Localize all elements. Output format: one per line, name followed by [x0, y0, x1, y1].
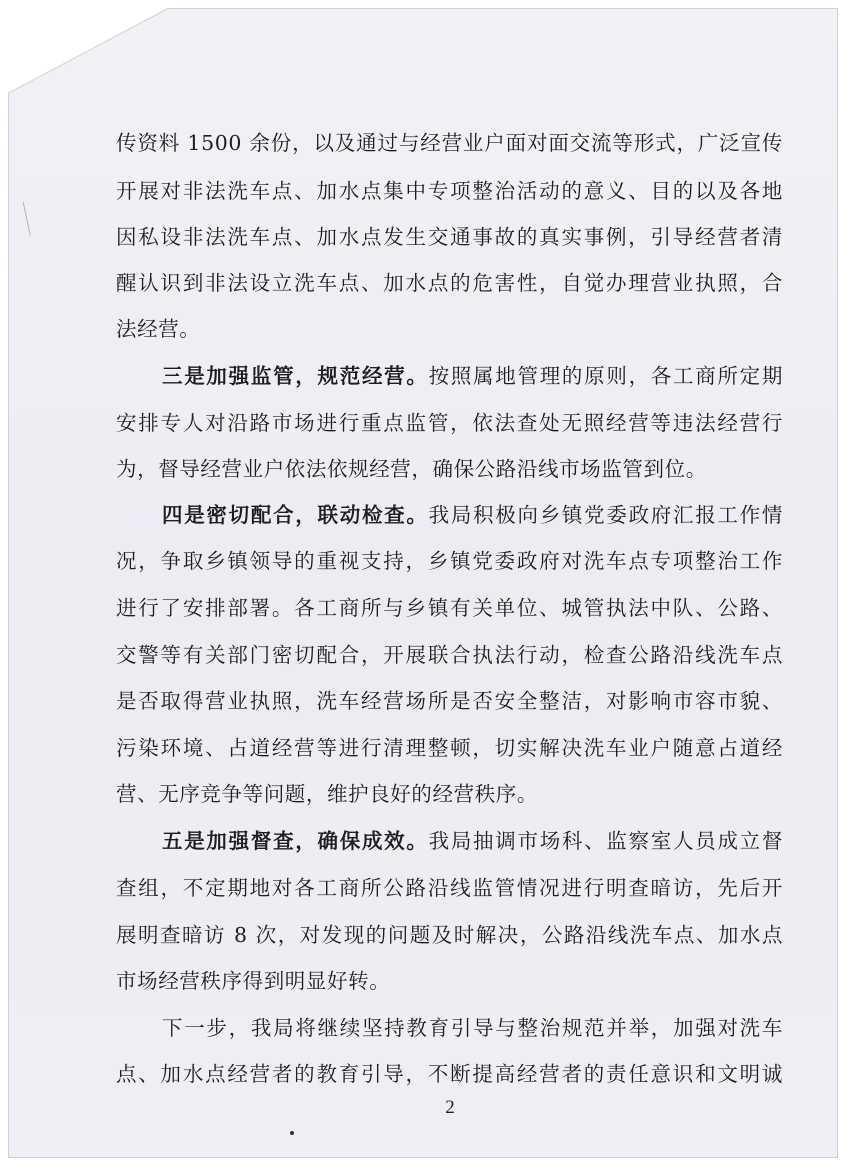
text-line: 安排专人对沿路市场进行重点监管，依法查处无照经营等违法经营行: [116, 411, 783, 435]
section-line: [162, 361, 783, 391]
section-heading: 四是密切配合，联动检查。: [162, 503, 429, 527]
text-line: 传资料 1500 余份，以及通过与经营业户面对面交流等形式，广泛宣传: [116, 131, 783, 155]
scan-speck: [290, 1131, 294, 1135]
section-text: 按照属地管理的原则，各工商所定期: [428, 364, 783, 388]
section-text: 我局抽调市场科、监察室人员成立督: [428, 829, 783, 853]
text-line: 是否取得营业执照，洗车经营场所是否安全整洁，对影响市容市貌、: [116, 689, 783, 713]
text-line: 为，督导经营业户依法依规经营，确保公路沿线市场监管到位。: [116, 457, 707, 481]
text-line: 营、无序竞争等问题，维护良好的经营秩序。: [116, 782, 538, 806]
section-line: [162, 500, 783, 530]
page-number: 2: [445, 1097, 455, 1118]
text-line: 查组，不定期地对各工商所公路沿线监管情况进行明查暗访，先后开: [116, 876, 783, 900]
text-line: 醒认识到非法设立洗车点、加水点的危害性，自觉办理营业执照，合: [116, 271, 783, 295]
section-heading: 三是加强监管，规范经营。: [162, 364, 429, 388]
text-line: 开展对非法洗车点、加水点集中专项整治活动的意义、目的以及各地: [116, 179, 783, 203]
text-line: 下一步，我局将继续坚持教育引导与整治规范并举，加强对洗车: [162, 1016, 783, 1040]
text-line: 况，争取乡镇领导的重视支持，乡镇党委政府对洗车点专项整治工作: [116, 549, 783, 573]
text-line: 市场经营秩序得到明显好转。: [116, 969, 391, 993]
text-line: 法经营。: [116, 317, 201, 341]
text-line: 进行了安排部署。各工商所与乡镇有关单位、城管执法中队、公路、: [116, 596, 783, 620]
text-line: 交警等有关部门密切配合，开展联合执法行动，检查公路沿线洗车点: [116, 643, 783, 667]
section-line: [162, 826, 783, 856]
section-heading: 五是加强督查，确保成效。: [162, 829, 429, 853]
text-line: 污染环境、占道经营等进行清理整顿，切实解决洗车业户随意占道经: [116, 736, 783, 760]
text-line: 因私设非法洗车点、加水点发生交通事故的真实事例，引导经营者清: [116, 225, 783, 249]
text-line: 展明查暗访 8 次，对发现的问题及时解决，公路沿线洗车点、加水点: [116, 923, 783, 947]
text-line: 点、加水点经营者的教育引导，不断提高经营者的责任意识和文明诚: [116, 1062, 783, 1086]
section-text: 我局积极向乡镇党委政府汇报工作情: [428, 503, 783, 527]
